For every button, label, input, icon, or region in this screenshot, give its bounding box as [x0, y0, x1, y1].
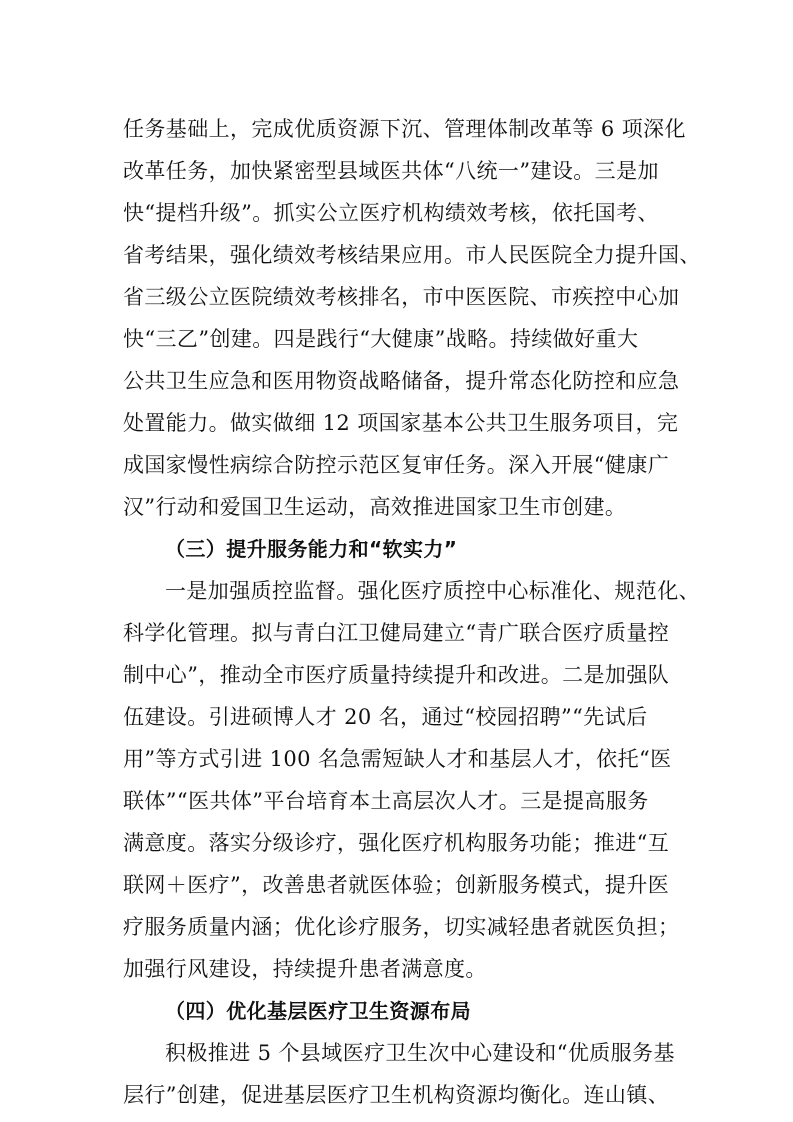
paragraph-line: 改革任务，加快紧密型县域医共体“八统一”建设。三是加 [123, 159, 659, 183]
section-heading: （三）提升服务能力和“软实力” [165, 537, 458, 561]
paragraph-line: 公共卫生应急和医用物资战略储备，提升常态化防控和应急 [123, 369, 680, 393]
paragraph-line: 处置能力。做实做细 12 项国家基本公共卫生服务项目，完 [123, 411, 679, 435]
paragraph-line: 快“提档升级”。抓实公立医疗机构绩效考核，依托国考、 [123, 201, 659, 225]
paragraph-line: 用”等方式引进 100 名急需短缺人才和基层人才，依托“医 [123, 747, 672, 771]
paragraph-line: 汉”行动和爱国卫生运动，高效推进国家卫生市创建。 [123, 495, 627, 519]
paragraph-line: 成国家慢性病综合防控示范区复审任务。深入开展“健康广 [123, 453, 670, 477]
section-heading: （四）优化基层医疗卫生资源布局 [165, 999, 471, 1023]
paragraph-line: 联体”“医共体”平台培育本土高层次人才。三是提高服务 [123, 789, 649, 813]
paragraph-line: 一是加强质控监督。强化医疗质控中心标准化、规范化、 [165, 579, 700, 603]
paragraph-line: 疗服务质量内涵；优化诊疗服务，切实减轻患者就医负担； [123, 915, 680, 939]
paragraph-line: 省三级公立医院绩效考核排名，市中医医院、市疾控中心加 [123, 285, 680, 309]
paragraph-line: 积极推进 5 个县域医疗卫生次中心建设和“优质服务基 [165, 1041, 675, 1065]
paragraph-line: 任务基础上，完成优质资源下沉、管理体制改革等 6 项深化 [123, 117, 686, 141]
paragraph-line: 层行”创建，促进基层医疗卫生机构资源均衡化。连山镇、 [123, 1083, 670, 1107]
paragraph-line: 省考结果，强化绩效考核结果应用。市人民医院全力提升国、 [123, 243, 701, 267]
paragraph-line: 科学化管理。拟与青白江卫健局建立“青广联合医疗质量控 [123, 621, 670, 645]
paragraph-line: 快“三乙”创建。四是践行“大健康”战略。持续做好重大 [123, 327, 639, 351]
paragraph-line: 伍建设。引进硕博人才 20 名，通过“校园招聘”“先试后 [123, 705, 648, 729]
paragraph-line: 满意度。落实分级诊疗，强化医疗机构服务功能；推进“互 [123, 831, 670, 855]
paragraph-line: 联网＋医疗”，改善患者就医体验；创新服务模式，提升医 [123, 873, 670, 897]
paragraph-line: 制中心”，推动全市医疗质量持续提升和改进。二是加强队 [123, 663, 670, 687]
paragraph-line: 加强行风建设，持续提升患者满意度。 [123, 957, 487, 981]
